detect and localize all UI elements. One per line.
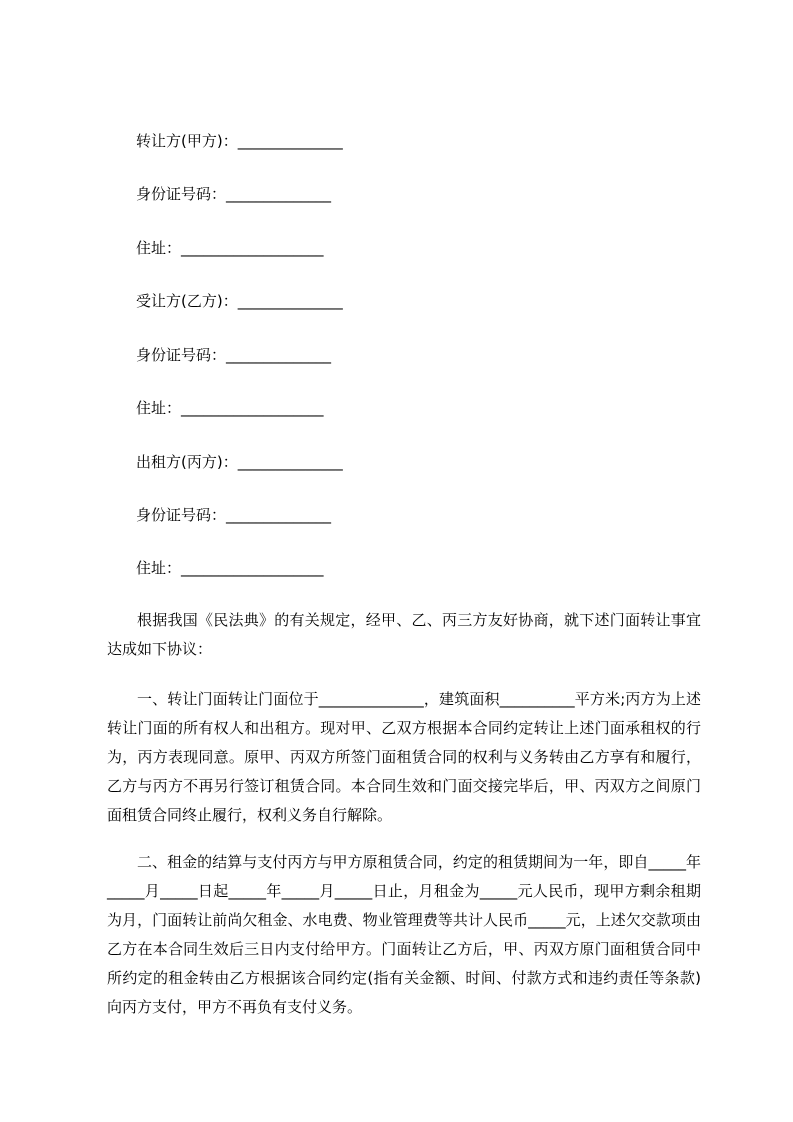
clause-1-paragraph: 一、转让门面转让门面位于______________，建筑面积__________平方米;丙方为上述转让门面的所有权人和出租方。现对甲、乙双方根据本合同约定转让上述门面承租权的行为，丙方表现同意。原甲、丙双方所签门面租赁合同的权利与义务转由乙方享有和履行，乙方与丙方不再另行签订租赁合同。本合同生效和门面交接完毕后，甲、丙双方之间原门面租赁合同终止履行，权利义务自行解除。: [107, 690, 701, 824]
lessor-address-field: 住址：___________________: [136, 559, 324, 577]
transferor-field: 转让方(甲方)：______________: [136, 132, 343, 150]
clause-2-paragraph: 二、租金的结算与支付丙方与甲方原租赁合同，约定的租赁期间为一年，即自_____年_____月_____日起_____年_____月_____日止，月租金为_____元人民币，现甲方剩余租期为月，门面转让前尚欠租金、水电费、物业管理费等共计人民币_____元，上述欠交款项由乙方在本合同生效后三日内支付给甲方。门面转让乙方后，甲、丙双方原门面租赁合同中所约定的租金转由乙方根据该合同约定(指有关金额、时间、付款方式和违约责任等条款)向丙方支付，甲方不再负有支付义务。: [107, 853, 701, 1016]
lessor-field: 出租方(丙方)：______________: [136, 453, 343, 471]
transferee-field: 受让方(乙方)：______________: [136, 292, 343, 310]
intro-paragraph: 根据我国《民法典》的有关规定，经甲、乙、丙三方友好协商，就下述门面转让事宜达成如下协议：: [107, 611, 701, 658]
lessor-id-field: 身份证号码：______________: [136, 506, 332, 524]
transferee-id-field: 身份证号码：______________: [136, 346, 332, 364]
transferor-address-field: 住址：___________________: [136, 239, 324, 257]
transferor-id-field: 身份证号码：______________: [136, 185, 332, 203]
transferee-address-field: 住址：___________________: [136, 399, 324, 417]
